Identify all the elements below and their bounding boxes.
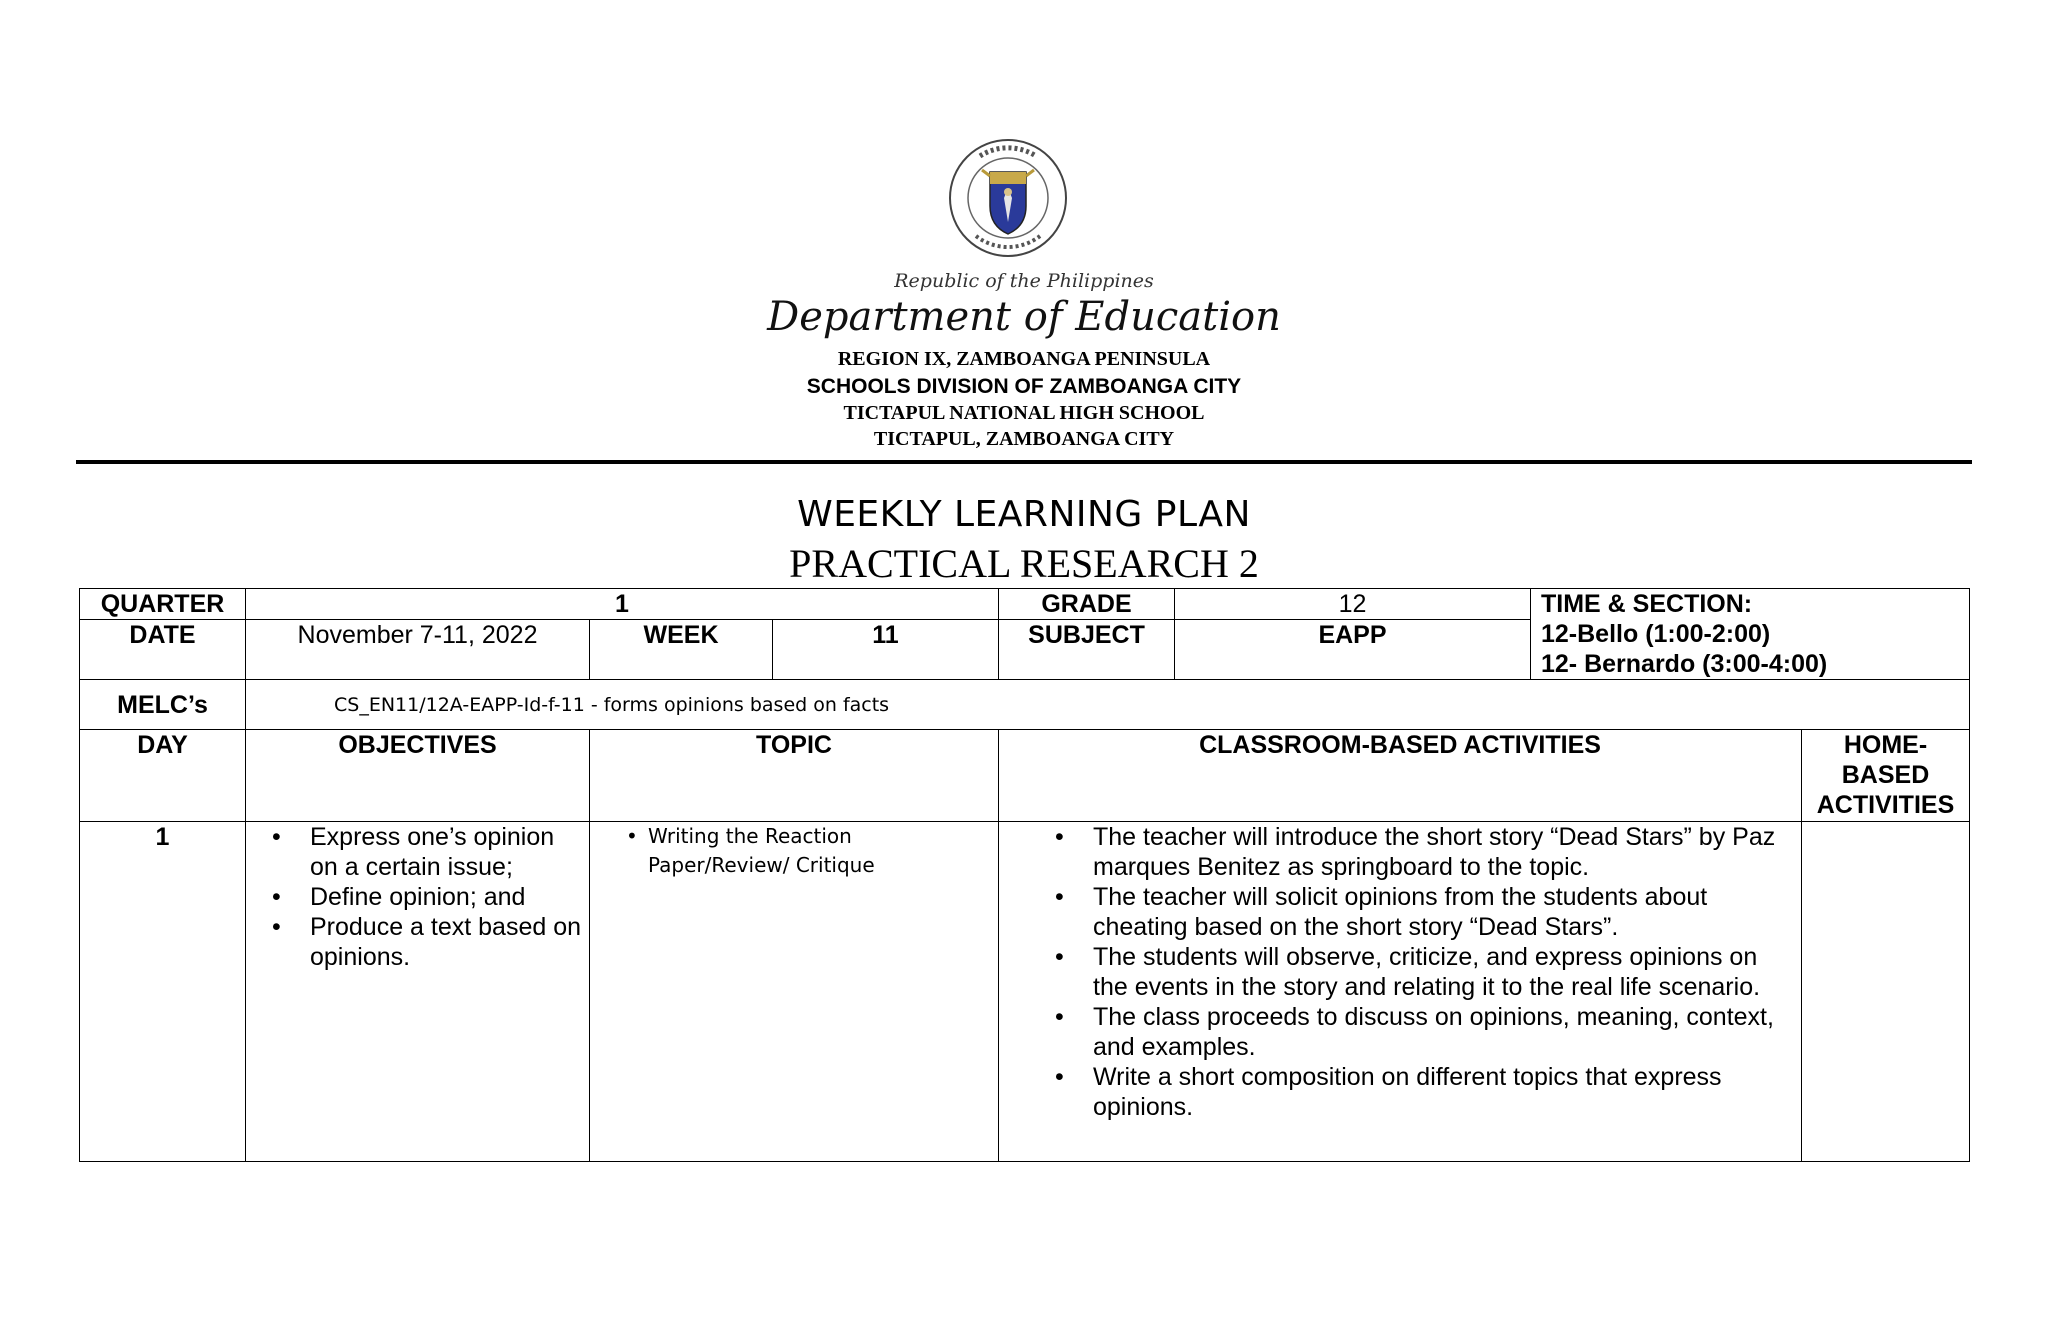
home-activities-header: [1802, 730, 1970, 822]
objectives-header: OBJECTIVES: [246, 730, 590, 822]
learning-plan-table: [79, 588, 1970, 1162]
activities-list: [1005, 822, 1795, 1122]
subject-title: PRACTICAL RESEARCH 2: [789, 541, 1259, 586]
week-label: WEEK: [590, 620, 773, 680]
home-activities-cell: [1802, 822, 1970, 1162]
header-divider: [76, 460, 1972, 464]
grade-value: 12: [1175, 589, 1531, 620]
date-label: DATE: [80, 620, 246, 680]
region-line: REGION IX, ZAMBOANGA PENINSULA: [837, 348, 1211, 370]
home-header-line-2: BASED: [1841, 761, 1930, 789]
address-line: TICTAPUL, ZAMBOANGA CITY: [873, 428, 1175, 450]
activity-item: • Write a short composition on different topics that express opinions.: [1005, 1062, 1795, 1122]
objective-item: • Express one’s opinion on a certain issue;: [252, 822, 583, 882]
objectives-cell: [246, 822, 590, 1162]
time-section-cell: [1531, 589, 1970, 680]
column-header-row: [80, 730, 1970, 822]
quarter-row: [80, 589, 1970, 620]
day-row: [80, 822, 1970, 1162]
republic-line: Republic of the Philippines: [894, 270, 1154, 292]
objectives-list: [252, 822, 583, 972]
day-header: DAY: [80, 730, 246, 822]
home-header-line-1: HOME-: [1843, 731, 1928, 759]
grade-label: GRADE: [999, 589, 1175, 620]
quarter-value: 1: [246, 589, 999, 620]
activity-item: • The class proceeds to discuss on opinions, meaning, context, and examples.: [1005, 1002, 1795, 1062]
section-1: 12-Bello (1:00-2:00): [1541, 620, 1771, 648]
week-value: 11: [773, 620, 999, 680]
subject-label: SUBJECT: [999, 620, 1175, 680]
objective-item: • Define opinion; and: [252, 882, 583, 912]
topic-cell: [590, 822, 999, 1162]
time-section-label: TIME & SECTION:: [1541, 590, 1753, 618]
objective-item: • Produce a text based on opinions.: [252, 912, 583, 972]
melc-value: CS_EN11/12A-EAPP-Id-f-11 - forms opinions based on facts: [246, 680, 1970, 730]
quarter-label: QUARTER: [80, 589, 246, 620]
date-value: November 7-11, 2022: [246, 620, 590, 680]
classroom-activities-cell: [999, 822, 1802, 1162]
division-line: SCHOOLS DIVISION OF ZAMBOANGA CITY: [806, 375, 1242, 398]
day-number: 1: [80, 822, 246, 1162]
topic-header: TOPIC: [590, 730, 999, 822]
section-2: 12- Bernardo (3:00-4:00): [1541, 650, 1828, 678]
department-name: Department of Education: [767, 294, 1281, 340]
deped-seal-logo: [946, 136, 1070, 260]
melc-row: [80, 680, 1970, 730]
topic-item: • Writing the Reaction Paper/Review/ Critique: [596, 822, 992, 880]
classroom-activities-header: CLASSROOM-BASED ACTIVITIES: [999, 730, 1802, 822]
subject-value: EAPP: [1175, 620, 1531, 680]
school-line: TICTAPUL NATIONAL HIGH SCHOOL: [843, 402, 1205, 424]
melc-label: MELC’s: [80, 680, 246, 730]
activity-item: • The students will observe, criticize, and express opinions on the events in the story and relating it to the real life scenario.: [1005, 942, 1795, 1002]
plan-title: WEEKLY LEARNING PLAN: [797, 494, 1251, 535]
topic-list: [596, 822, 992, 880]
home-header-line-3: ACTIVITIES: [1816, 791, 1955, 819]
activity-item: • The teacher will solicit opinions from the students about cheating based on the short story “Dead Stars”.: [1005, 882, 1795, 942]
activity-item: • The teacher will introduce the short story “Dead Stars” by Paz marques Benitez as springboard to the topic.: [1005, 822, 1795, 882]
